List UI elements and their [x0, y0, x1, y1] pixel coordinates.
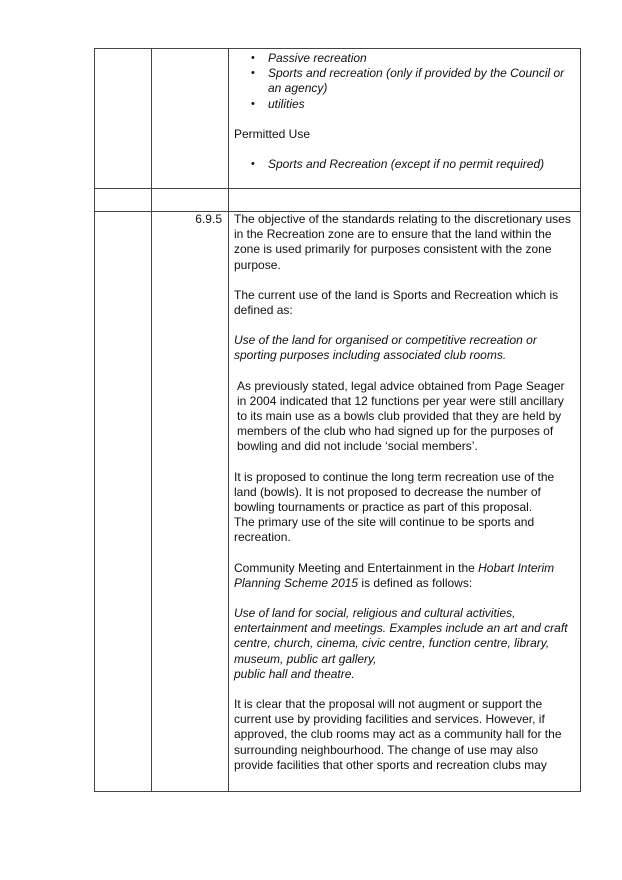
- table-row: [95, 212, 581, 792]
- paragraph: It is clear that the proposal will not augment or support the current use by providing facilities and services. However, if approved, the club rooms may act as a community hall for the surrounding neighbourhood. The change of use may also provide facilities that other sports and recreation clubs may: [234, 697, 562, 772]
- definition-quote: Use of land for social, religious and cultural activities, entertainment and meetings. Examples include an art and craft centre, church, cinema, civic centre, function centre, library, museum, public art gallery,: [234, 606, 568, 666]
- paragraph: It is proposed to continue the long term recreation use of the land (bowls). It is not proposed to decrease the number of bowling tournaments or practice as part of this proposal.: [234, 469, 555, 515]
- paragraph: As previously stated, legal advice obtained from Page Seager in 2004 indicated that 12 functions per year were still ancillary to its main use as a bowls club provided that they are held by members of the club who had signed up for the purposes of bowling and did not include ‘social members’.: [237, 378, 565, 454]
- clause-number-cell: [152, 212, 229, 792]
- planning-assessment-table: [94, 48, 581, 792]
- text-run: is defined as follows:: [358, 575, 473, 590]
- empty-cell: [152, 189, 229, 212]
- discretionary-use-list: [234, 51, 575, 112]
- permitted-use-heading: Permitted Use: [234, 126, 311, 141]
- table-row: [95, 49, 581, 189]
- list-item: • Sports and Recreation (except if no permit required): [268, 157, 575, 172]
- table-row: [95, 189, 581, 212]
- paragraph: The primary use of the site will continue to be sports and recreation.: [234, 515, 535, 545]
- list-item: • utilities: [268, 97, 575, 112]
- definition-quote: public hall and theatre.: [234, 666, 355, 681]
- paragraph: The objective of the standards relating to the discretionary uses in the Recreation zone are to ensure that the land within the zone is used primarily for purposes consistent with the zone purpose.: [234, 212, 571, 272]
- scheme-title: Hobart Interim Planning Scheme 2015: [234, 560, 555, 590]
- paragraph: [234, 561, 575, 591]
- definition-quote: Use of the land for organised or competitive recreation or sporting purposes including associated club rooms.: [234, 333, 537, 363]
- empty-cell: [95, 212, 152, 792]
- text-run: Community Meeting and Entertainment in the: [234, 560, 479, 575]
- assessment-text-cell: [229, 212, 581, 792]
- list-item: • Passive recreation: [268, 51, 575, 66]
- empty-cell: [95, 49, 152, 189]
- use-table-cell: [229, 49, 581, 189]
- empty-cell: [152, 49, 229, 189]
- paragraph: The current use of the land is Sports and Recreation which is defined as:: [234, 287, 559, 318]
- empty-cell: [229, 189, 581, 212]
- permitted-use-list: [234, 157, 575, 172]
- clause-number: 6.9.5: [195, 212, 222, 226]
- empty-cell: [95, 189, 152, 212]
- list-item: • Sports and recreation (only if provided by the Council or an agency): [268, 66, 575, 96]
